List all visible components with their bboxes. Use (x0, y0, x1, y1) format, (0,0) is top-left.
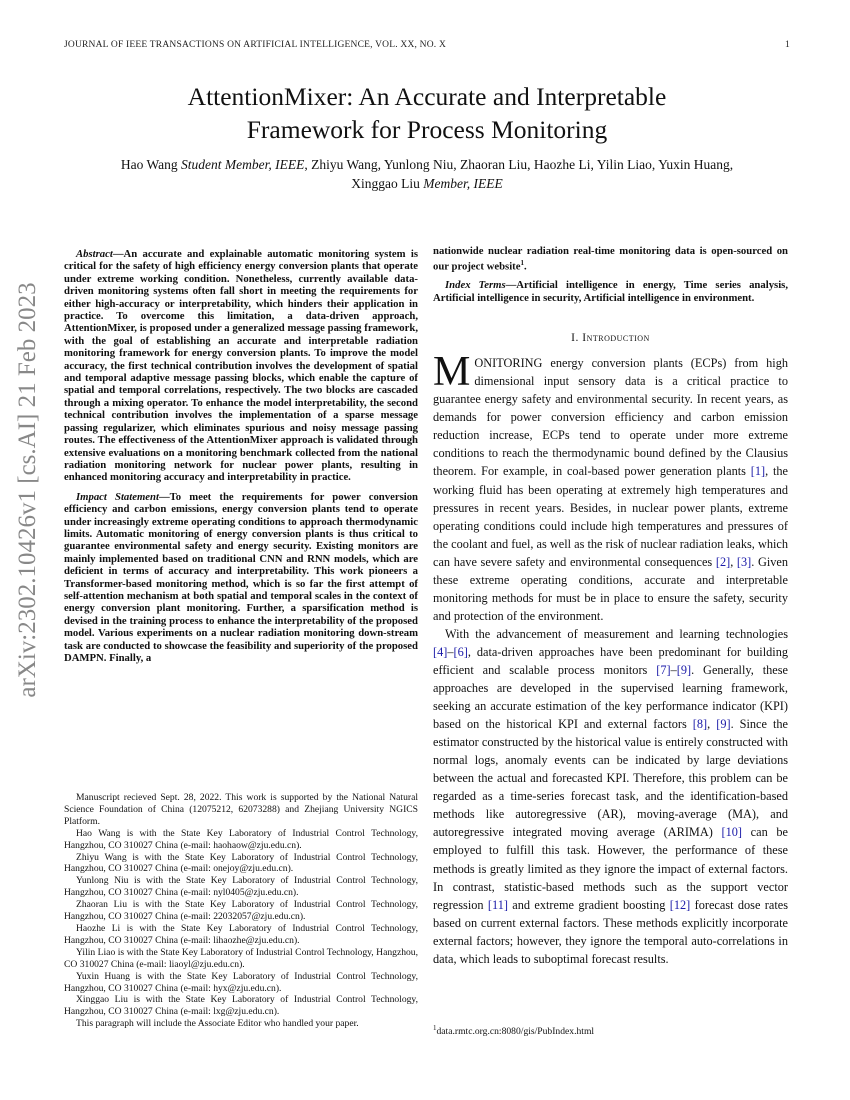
author-part-1: Hao Wang (120, 157, 182, 172)
footnote-author: Hao Wang is with the State Key Laboratory of Industrial Control Technology, Hangzhou, CO 310027 China (e-mail: haohaow@zju.edu.cn). (64, 827, 418, 851)
section-title: Introduction (582, 332, 650, 345)
intro-text: – (670, 662, 677, 677)
footnote-mark: 1 (433, 1024, 437, 1032)
intro-text: , data-driven approaches have been predominant for building efficient and scalable process monitors (433, 644, 788, 677)
intro-text: , (730, 554, 737, 569)
intro-text: . Given these extreme operating conditions, accurate and interpretable monitoring methods for must be in place to ensure the safety, security and protection of the environment. (433, 554, 789, 623)
impact-text: —To meet the requirements for power conversion efficiency and carbon emissions, energy conversion plants tend to operate under increasingly extreme operating conditions to approach thermodynamic limits. Automatic monitoring of energy conversion plants is thus critical to guarantee environmental safety and energy security. Existing monitors are mainly implemented based on traditional CNN and RNN models, which are deficient in terms of accuracy and interpretability. This work pioneers a Transformer-based monitoring method, which is so far the first attempt of self-attention mechanism at both spatial and temporal scales in the context of energy conversion plant monitoring. Further, a sparsification method is devised in the training process to enhance the interpretability of the proposed model. Various experiments on a nuclear radiation monitoring down-stream task are conducted to showcase the feasibility and superiority of the proposed DAMPN. Finally, a (64, 490, 418, 664)
running-header (64, 40, 790, 50)
left-column (64, 248, 418, 664)
citation-link[interactable]: [9] (716, 717, 731, 732)
footnote-author: Zhaoran Liu is with the State Key Laboratory of Industrial Control Technology, Hangzhou, CO 310027 China (e-mail: 22032057@zju.edu.cn). (64, 899, 418, 923)
author-list (64, 156, 790, 193)
abstract-label: Abstract (76, 248, 113, 260)
journal-name: JOURNAL OF IEEE TRANSACTIONS ON ARTIFICIAL INTELLIGENCE, VOL. XX, NO. X (64, 40, 447, 50)
citation-link[interactable]: [7] (656, 662, 671, 677)
citation-link[interactable]: [2] (715, 554, 731, 569)
intro-text: . Since the estimator constructed by the historical value is entirely constructed with normal logs, anomaly events can be indicated by large deviations between the actual and forecasted KPI. Therefore, this problem can be regarded as a time-series forecast task, and the identification-based methods like autoregressive (AR), moving-average (MA), and autoregressive integrated moving average (ARIMA) (433, 717, 788, 840)
index-terms-text: —Artificial intelligence in energy, Time series analysis, Artificial intelligence in security, Artificial intelligence in environment. (433, 279, 788, 304)
footnote-manuscript: Manuscript recieved Sept. 28, 2022. This work is supported by the National Natural Science Foundation of China (12075212, 62073288) and Zhejiang University NGICS Platform. (64, 792, 418, 827)
index-terms-label: Index Terms (445, 279, 506, 292)
citation-link[interactable]: [4] (433, 644, 448, 659)
intro-paragraph-2 (433, 625, 788, 968)
intro-text: can be employed to fulfill this task. However, the performance of these methods is greatly limited as they ignore the impact of external factors. In contrast, statistic-based methods such as the support vector regression (433, 825, 788, 912)
citation-link[interactable]: [12] (669, 897, 691, 912)
impact-continuation: nationwide nuclear radiation real-time monitoring data is open-sourced on our project website$^1$. (433, 245, 788, 273)
author-role-2: Member, IEEE (423, 175, 503, 191)
paper-title (64, 80, 790, 146)
intro-text: forecast dose rates based on current external factors. These methods explicitly incorporate external factors; however, they ignore the temporal auto-correlations in data, which leads to suboptimal forecast results. (433, 897, 788, 966)
citation-link[interactable]: [3] (736, 554, 752, 569)
intro-text: ONITORING energy conversion plants (ECPs) from high dimensional input sensory data is a critical practice to guarantee energy safety and environmental security. In recent years, as demands for power conversion efficiency and carbon emission reduction increase, ECPs tend to operate under more extreme conditions to reach the thermodynamic bound defined by the Clausius theorem. For example, in coal-based power generation plants (433, 356, 788, 479)
footnote-author: Xinggao Liu is with the State Key Laboratory of Industrial Control Technology, Hangzhou, CO 310027 China (e-mail: lxg@zju.edu.cn). (64, 994, 418, 1018)
intro-text: With the advancement of measurement and learning technologies (445, 626, 788, 641)
footnote-author: Yilin Liao is with the State Key Laboratory of Industrial Control Technology, Hangzhou, CO 310027 China (e-mail: liaoyl@zju.edu.cn). (64, 946, 418, 970)
author-role-1: Student Member, IEEE (181, 157, 305, 172)
intro-text: . Generally, these approaches are developed in the supervised learning framework, seeking an accurate estimation of the key performance indicator (KPI) based on the historical KPI and external factors (433, 662, 788, 732)
citation-link[interactable]: [8] (692, 717, 708, 732)
right-column (433, 245, 788, 968)
project-website-url[interactable]: data.rmtc.org.cn:8080/gis/PubIndex.html (436, 1026, 595, 1038)
abstract-text: —An accurate and explainable automatic monitoring system is critical for the safety of high efficiency energy conversion plants that operate under extreme working condition. Nonetheless, currently available data-driven monitoring systems often fall short in meeting the requirements for either high-accuracy or interpretability, which hinders their application in practice. To overcome this limitation, a data-driven approach, AttentionMixer, is proposed under a generalized message passing framework, with the goal of establishing an accurate and interpretable radiation monitoring framework for energy conversion plants. To improve the model accuracy, the first technical contribution involves the development of spatial and temporal adaptive message passing blocks, which enable the capture of spatial and temporal correlations, respectively. The two blocks are cascaded through a mixing operator. To enhance the model interpretability, the second technical contribution involves the implementation of a sparse message passing regularizer, which eliminates spurious and noisy message passing routes. The effectiveness of the AttentionMixer approach is validated through extensive evaluations on a monitoring benchmark collected from the national radiation monitoring network for nuclear power plants, resulting in enhanced monitoring accuracy and interpretability in practice. (64, 248, 418, 484)
section-heading (433, 332, 788, 344)
page-number: 1 (785, 40, 790, 50)
author-part-2: , Zhiyu Wang, Yunlong Niu, Zhaoran Liu, Haozhe Li, Yilin Liao, Yuxin Huang, (304, 157, 734, 172)
footnotes (64, 791, 418, 1030)
citation-link[interactable]: [9] (676, 662, 692, 677)
title-line-2: Framework for Process Monitoring (246, 115, 608, 144)
intro-text: , (707, 717, 717, 732)
intro-text: and extreme gradient boosting (507, 897, 670, 912)
citation-link[interactable]: [10] (721, 825, 742, 840)
author-part-3: Xinggao Liu (351, 175, 424, 191)
abstract (64, 248, 418, 484)
impact-label: Impact Statement (76, 490, 159, 503)
arxiv-stamp (8, 282, 48, 698)
intro-text: – (447, 644, 454, 659)
footnote-author: Yunlong Niu is with the State Key Laboratory of Industrial Control Technology, Hangzhou, CO 310027 China (e-mail: nyl0405@zju.edu.cn). (64, 875, 418, 899)
drop-cap: M (433, 349, 471, 396)
footnote-editor: This paragraph will include the Associate Editor who handled your paper. (76, 1018, 359, 1030)
citation-link[interactable]: [1] (750, 464, 766, 479)
intro-text: , the working fluid has been operating at extremely high temperatures and pressures in recent years. Besides, in nuclear power plants, extreme operating conditions could include high temperatures and pressures of the coolant and fuel, as well as the risk of nuclear radiation leaks, which can have severe safety and environmental consequences (433, 464, 789, 569)
footnote-author: Haozhe Li is with the State Key Laboratory of Industrial Control Technology, Hangzhou, CO 310027 China (e-mail: lihaozhe@zju.edu.cn). (64, 922, 418, 946)
impact-cont-text: nationwide nuclear radiation real-time monitoring data is open-sourced on our project website (433, 245, 788, 273)
footnote-author: Zhiyu Wang is with the State Key Laboratory of Industrial Control Technology, Hangzhou, CO 310027 China (e-mail: onejoy@zju.edu.cn). (64, 851, 418, 875)
project-website-footnote (433, 1022, 788, 1038)
footnote-author: Yuxin Huang is with the State Key Laboratory of Industrial Control Technology, Hangzhou, CO 310027 China (e-mail: hyx@zju.edu.cn). (64, 970, 418, 994)
section-numeral: I. (571, 332, 583, 345)
footnote-mark: 1 (520, 259, 524, 268)
citation-link[interactable]: [6] (453, 644, 468, 659)
impact-statement (64, 491, 418, 665)
title-line-1: AttentionMixer: An Accurate and Interpretable (187, 82, 667, 111)
index-terms (433, 279, 788, 304)
intro-paragraph-1 (433, 349, 789, 625)
arxiv-id: arXiv:2302.10426v1 [cs.AI] 21 Feb 2023 (14, 282, 41, 698)
citation-link[interactable]: [11] (487, 897, 508, 912)
